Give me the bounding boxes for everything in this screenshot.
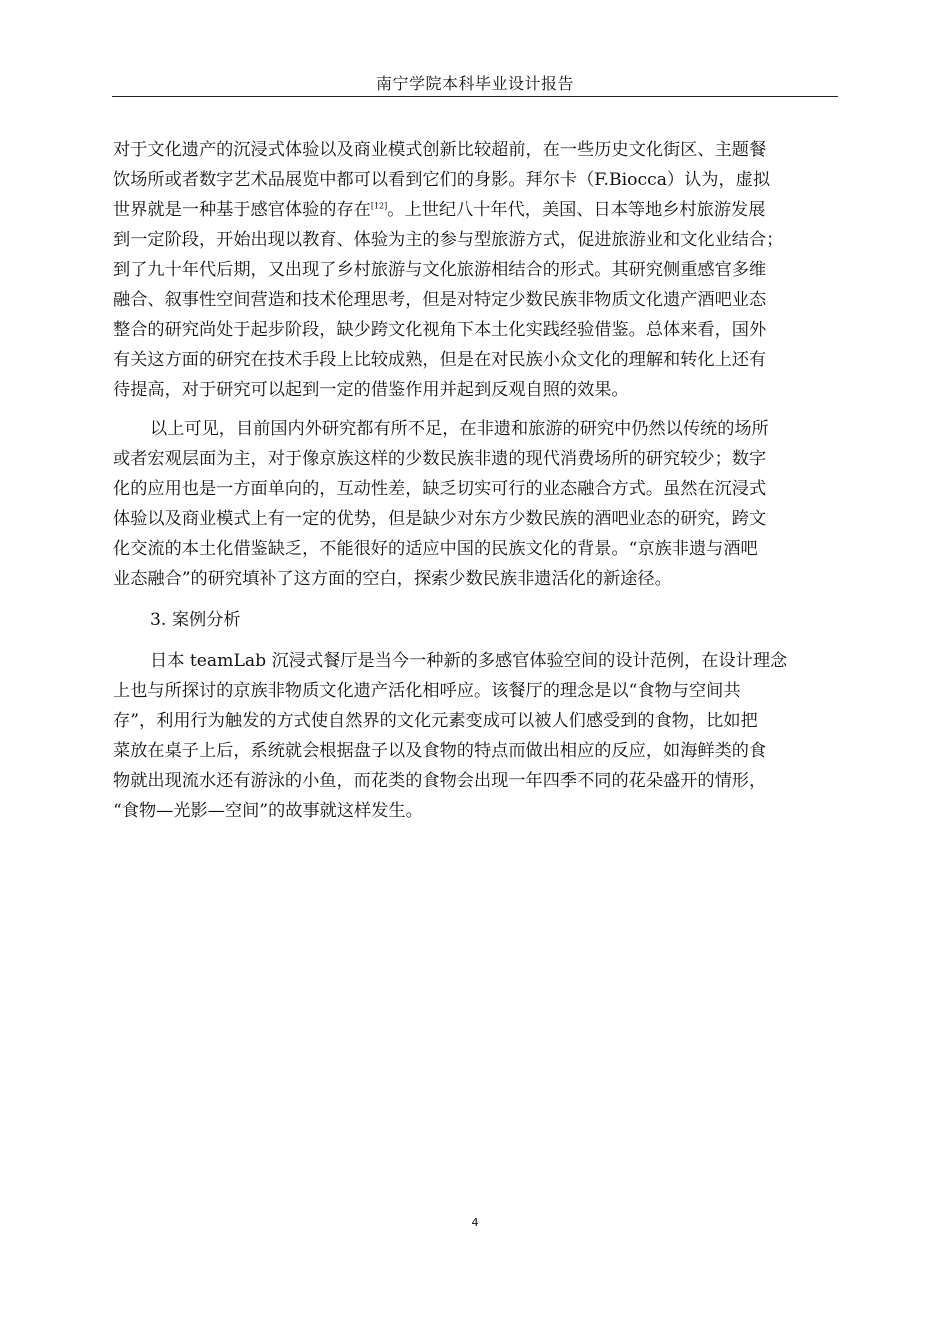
page-header bbox=[112, 74, 838, 97]
text-line: 物就出现流水还有游泳的小鱼，而花类的食物会出现一年四季不同的花朵盛开的情形， bbox=[113, 771, 767, 791]
paragraph-spacer bbox=[113, 594, 839, 605]
paragraph-spacer bbox=[113, 635, 839, 646]
text-line bbox=[113, 195, 839, 225]
text-span: 。上世纪八十年代，美国、日本等地乡村旅游发展 bbox=[387, 200, 766, 220]
text-line: “食物—光影—空间”的故事就这样发生。 bbox=[113, 801, 423, 821]
text-line: 有关这方面的研究在技术手段上比较成熟，但是在对民族小众文化的理解和转化上还有 bbox=[113, 350, 767, 370]
text-line: 化交流的本土化借鉴缺乏，不能很好的适应中国的民族文化的背景。“京族非遗与酒吧 bbox=[113, 539, 758, 559]
text-line: 菜放在桌子上后，系统就会根据盘子以及食物的特点而做出相应的反应，如海鲜类的食 bbox=[113, 741, 767, 761]
text-line: 日本 teamLab 沉浸式餐厅是当今一种新的多感官体验空间的设计范例，在设计理念 bbox=[150, 651, 788, 671]
paragraph-1 bbox=[113, 135, 839, 405]
text-span: 世界就是一种基于感官体验的存在 bbox=[113, 200, 371, 220]
text-line: 待提高，对于研究可以起到一定的借鉴作用并起到反观自照的效果。 bbox=[113, 380, 629, 400]
citation-reference: [12] bbox=[370, 201, 388, 211]
text-line: 融合、叙事性空间营造和技术伦理思考，但是对特定少数民族非物质文化遗产酒吧业态 bbox=[113, 290, 767, 310]
text-line: 到了九十年代后期，又出现了乡村旅游与文化旅游相结合的形式。其研究侧重感官多维 bbox=[113, 260, 767, 280]
paragraph-3 bbox=[113, 646, 839, 826]
text-line: 饮场所或者数字艺术品展览中都可以看到它们的身影。拜尔卡（F.Biocca）认为，虚拟 bbox=[113, 170, 771, 190]
text-line: 存”，利用行为触发的方式使自然界的文化元素变成可以被人们感受到的食物，比如把 bbox=[113, 711, 758, 731]
text-line: 业态融合”的研究填补了这方面的空白，探索少数民族非遗活化的新途径。 bbox=[113, 569, 672, 589]
text-line: 或者宏观层面为主，对于像京族这样的少数民族非遗的现代消费场所的研究较少；数字 bbox=[113, 449, 767, 469]
text-line: 以上可见，目前国内外研究都有所不足，在非遗和旅游的研究中仍然以传统的场所 bbox=[150, 419, 769, 439]
text-line: 体验以及商业模式上有一定的优势，但是缺少对东方少数民族的酒吧业态的研究，跨文 bbox=[113, 509, 767, 529]
text-line: 上也与所探讨的京族非物质文化遗产活化相呼应。该餐厅的理念是以“食物与空间共 bbox=[113, 681, 741, 701]
body-text bbox=[113, 135, 839, 826]
section-heading: 3. 案例分析 bbox=[150, 610, 241, 630]
page-number: 4 bbox=[471, 1216, 479, 1229]
text-line: 到一定阶段，开始出现以教育、体验为主的参与型旅游方式，促进旅游业和文化业结合； bbox=[113, 230, 784, 250]
text-line: 整合的研究尚处于起步阶段，缺少跨文化视角下本土化实践经验借鉴。总体来看，国外 bbox=[113, 320, 767, 340]
text-line: 化的应用也是一方面单向的，互动性差，缺乏切实可行的业态融合方式。虽然在沉浸式 bbox=[113, 479, 767, 499]
text-line: 对于文化遗产的沉浸式体验以及商业模式创新比较超前，在一些历史文化街区、主题餐 bbox=[113, 140, 767, 160]
paragraph-2 bbox=[113, 414, 839, 594]
header-title: 南宁学院本科毕业设计报告 bbox=[375, 74, 574, 93]
paragraph-spacer bbox=[113, 405, 839, 414]
